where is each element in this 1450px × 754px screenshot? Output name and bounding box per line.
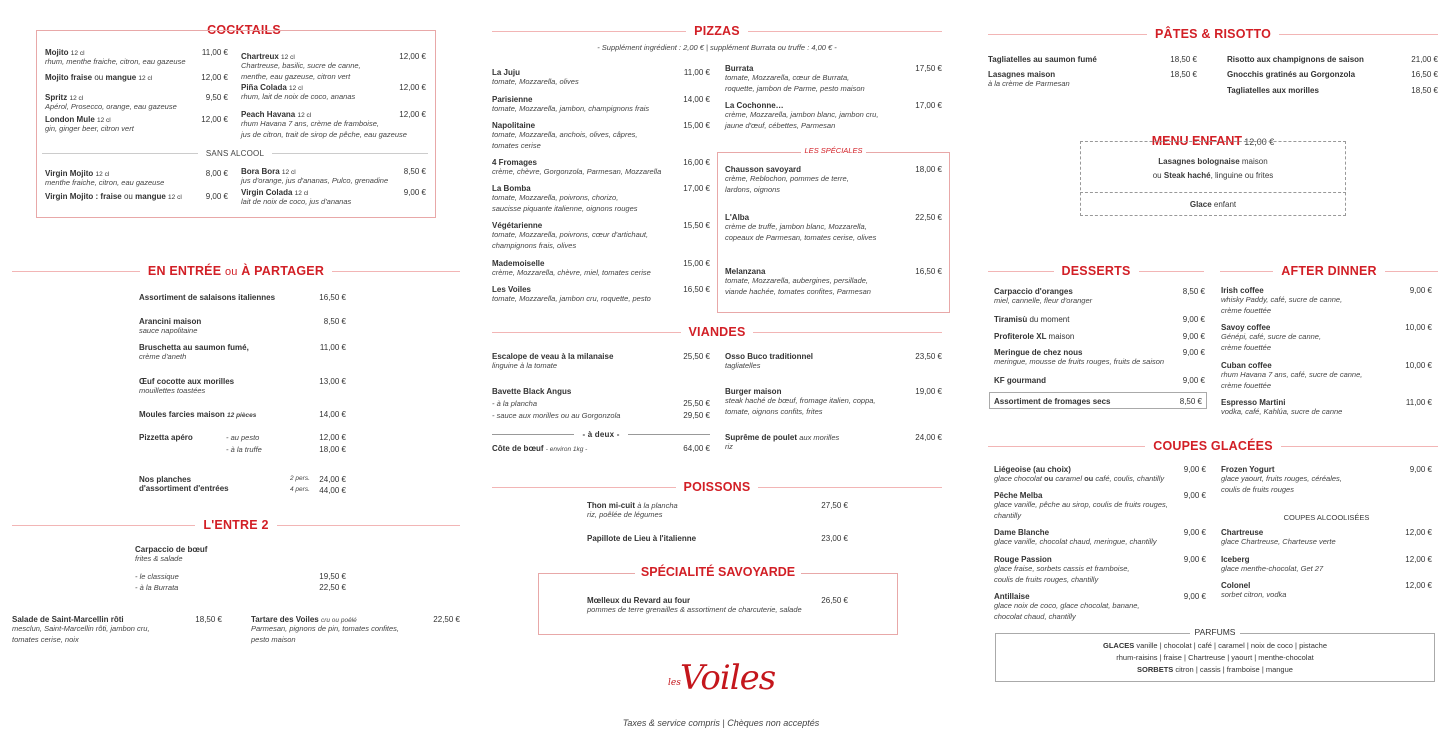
menu-item: Assortiment de fromages secs	[994, 397, 1111, 406]
menu-item: Bora Bora 12 cl jus d'orange, jus d'ananas, Pulco, grenadine	[241, 167, 389, 185]
price: 12,00 €	[399, 52, 426, 61]
price: 64,00 €	[683, 444, 710, 453]
menu-item: Suprême de poulet aux morilles riz	[725, 433, 840, 451]
price: 15,00 €	[683, 121, 710, 130]
price: 8,50 €	[323, 317, 346, 326]
price: 9,00 €	[1183, 528, 1206, 537]
menu-item: Mademoiselle crème, Mozzarella, chèvre, miel, tomates cerise	[492, 259, 651, 277]
price: 24,00 €	[319, 475, 346, 484]
enfant-line1: Lasagnes bolognaise maison	[1158, 157, 1268, 166]
parfums-sorbets: SORBETS citron | cassis | framboise | mangue	[1137, 665, 1293, 674]
coupes-alc-title: COUPES ALCOOLISÉES	[1283, 513, 1370, 522]
price: 12,00 €	[1405, 528, 1432, 537]
price: 22,50 €	[915, 213, 942, 222]
price: 11,00 €	[201, 48, 228, 57]
option: - le classique	[135, 572, 179, 581]
price: 9,00 €	[1182, 315, 1205, 324]
menu-item: Carpaccio d'oranges miel, cannelle, fleur d'oranger	[994, 287, 1093, 305]
menu-item: La Bomba tomate, Mozzarella, poivrons, chorizo, saucisse piquante italienne, oignons rouges	[492, 184, 638, 213]
menu-item: Moules farcies maison 12 pièces	[139, 410, 257, 419]
menu-item: Spritz 12 cl Apérol, Prosecco, orange, eau gazeuse	[45, 93, 177, 111]
menu-item: Mojito fraise ou mangue 12 cl	[45, 73, 153, 82]
menu-item: Iceberg glace menthe-chocolat, Get 27	[1221, 555, 1324, 573]
price: 12,00 €	[201, 115, 228, 124]
cocktails-title: COCKTAILS	[52, 23, 436, 37]
menu-item: Papillote de Lieu à l'italienne	[587, 534, 697, 543]
price: 10,00 €	[1405, 361, 1432, 370]
price: 18,50 €	[1411, 86, 1438, 95]
price: 18,50 €	[1170, 70, 1197, 79]
menu-item: Chausson savoyard crème, Reblochon, pommes de terre, lardons, oignons	[725, 165, 849, 194]
option: - sauce aux morilles ou au Gorgonzola	[492, 411, 621, 420]
price: 25,50 €	[683, 399, 710, 408]
menu-item: Tiramisù du moment	[994, 315, 1070, 324]
price: 11,00 €	[683, 68, 710, 77]
menu-item: KF gourmand	[994, 376, 1046, 385]
menu-item: London Mule 12 cl gin, ginger beer, citron vert	[45, 115, 134, 133]
parfums-glaces-1: GLACES vanille | chocolat | café | caramel | noix de coco | pistache	[1102, 641, 1328, 650]
menu-item: Gnocchis gratinés au Gorgonzola	[1227, 70, 1356, 79]
price: 19,50 €	[319, 572, 346, 581]
divider	[1080, 192, 1346, 193]
price: 9,00 €	[1182, 348, 1205, 357]
menu-item: Irish coffee whisky Paddy, café, sucre de canne, crème fouettée	[1221, 286, 1343, 315]
menu-item: Osso Buco traditionnel tagliatelles	[725, 352, 814, 370]
menu-item: Frozen Yogurt glace yaourt, fruits rouges, céréales, coulis de fruits rouges	[1221, 465, 1342, 494]
menu-item: Burrata tomate, Mozzarella, cœur de Burrata, roquette, jambon de Parme, pesto maison	[725, 64, 865, 93]
footer-text: Taxes & service compris | Chèques non acceptés	[622, 718, 820, 728]
menu-item: Dame Blanche glace vanille, chocolat chaud, meringue, chantilly	[994, 528, 1157, 546]
price: 9,00 €	[1182, 376, 1205, 385]
price: 10,00 €	[1405, 323, 1432, 332]
price: 22,50 €	[433, 615, 460, 624]
enfant-line2: ou Steak haché, linguine ou frites	[1152, 171, 1274, 180]
price: 44,00 €	[319, 486, 346, 495]
menu-item: Chartreux 12 cl Chartreuse, basilic, sucre de canne, menthe, eau gazeuse, citron vert	[241, 52, 361, 81]
price: 29,50 €	[683, 411, 710, 420]
parfums-title: PARFUMS	[995, 627, 1435, 637]
poissons-title: POISSONS	[492, 480, 942, 494]
menu-item: L'Alba crème de truffe, jambon blanc, Mozzarella, copeaux de Parmesan, tomates cerise, olives	[725, 213, 877, 242]
option: - au pesto	[226, 433, 260, 442]
menu-item: Mœlleux du Revard au four pommes de terre grenailles & assortiment de charcuterie, salade	[587, 596, 802, 614]
price: 21,00 €	[1411, 55, 1438, 64]
pizzas-title: PIZZAS	[492, 24, 942, 38]
option: - à la truffe	[226, 445, 262, 454]
option: - à la Burrata	[135, 583, 179, 592]
menu-item: Carpaccio de bœuf frites & salade	[135, 545, 208, 563]
menu-item: Colonel sorbet citron, vodka	[1221, 581, 1287, 599]
menu-item: Côte de bœuf - environ 1kg -	[492, 444, 588, 453]
price: 17,00 €	[915, 101, 942, 110]
price: 19,00 €	[915, 387, 942, 396]
price: 12,00 €	[1405, 555, 1432, 564]
menu-item: Œuf cocotte aux morilles mouillettes toastées	[139, 377, 235, 395]
price: 12,00 €	[399, 110, 426, 119]
price: 9,00 €	[403, 188, 426, 197]
desserts-title: DESSERTS	[988, 264, 1204, 278]
menu-item: Savoy coffee Génépi, café, sucre de canne, crème fouettée	[1221, 323, 1322, 352]
menu-item: Pizzetta apéro	[139, 433, 193, 442]
menu-item: Chartreuse glace Chartreuse, Charteuse verte	[1221, 528, 1336, 546]
price: 16,50 €	[1411, 70, 1438, 79]
price: 11,00 €	[319, 343, 346, 352]
menu-item: Bruschetta au saumon fumé, crème d'aneth	[139, 343, 249, 361]
price: 26,50 €	[821, 596, 848, 605]
menu-item: Profiterole XL maison	[994, 332, 1075, 341]
enfant-line3: Glace enfant	[1189, 200, 1237, 209]
price: 18,50 €	[1170, 55, 1197, 64]
price: 8,50 €	[1179, 397, 1202, 406]
price: 12,00 €	[1405, 581, 1432, 590]
menu-item: Nos planches d'assortiment d'entrées	[139, 475, 229, 493]
price: 23,50 €	[915, 352, 942, 361]
option: 2 pers.	[290, 475, 310, 482]
price: 18,00 €	[915, 165, 942, 174]
price: 9,00 €	[1409, 465, 1432, 474]
price: 12,00 €	[319, 433, 346, 442]
price: 23,00 €	[821, 534, 848, 543]
menu-item: Burger maison steak haché de bœuf, fromage italien, coppa, tomate, oignons confits, frites	[725, 387, 876, 416]
price: 16,00 €	[683, 158, 710, 167]
menu-item: Bavette Black Angus	[492, 387, 572, 396]
menu-item: Virgin Colada 12 cl lait de noix de coco, jus d'ananas	[241, 188, 352, 206]
menu-item: Cuban coffee rhum Havana 7 ans, café, sucre de canne, crème fouettée	[1221, 361, 1363, 390]
menu-item: Espresso Martini vodka, café, Kahlúa, sucre de canne	[1221, 398, 1343, 416]
option: - à la plancha	[492, 399, 538, 408]
menu-item: Parisienne tomate, Mozzarella, jambon, champignons frais	[492, 95, 650, 113]
price: 17,50 €	[915, 64, 942, 73]
pates-title: PÂTES & RISOTTO	[988, 27, 1438, 41]
price: 9,00 €	[1183, 491, 1206, 500]
menu-item: Arancini maison sauce napolitaine	[139, 317, 202, 335]
menu-item: Lasagnes maison à la crème de Parmesan	[988, 70, 1070, 88]
price: 12,00 €	[399, 83, 426, 92]
price: 12,00 €	[201, 73, 228, 82]
price: 9,00 €	[1183, 465, 1206, 474]
menu-item: Melanzana tomate, Mozzarella, aubergines, persillade, viande hachée, tomates confites, Parmesan	[725, 267, 871, 296]
menu-item: Rouge Passion glace fraise, sorbets cassis et framboise, coulis de fruits rouges, chantilly	[994, 555, 1130, 584]
pizzas-note: - Supplément ingrédient : 2,00 € | supplément Burrata ou truffe : 4,00 € -	[597, 43, 837, 52]
price: 27,50 €	[821, 501, 848, 510]
price: 15,50 €	[683, 221, 710, 230]
price: 17,00 €	[683, 184, 710, 193]
price: 11,00 €	[1405, 398, 1432, 407]
menu-item: Escalope de veau à la milanaise linguine à la tomate	[492, 352, 614, 370]
a-deux-title: - à deux -	[492, 430, 710, 439]
menu-item: Piña Colada 12 cl rhum, lait de noix de coco, ananas	[241, 83, 356, 101]
les-voiles-logo: les Voiles	[668, 658, 776, 698]
menu-item: Risotto aux champignons de saison	[1227, 55, 1364, 64]
menu-item: Tagliatelles aux morilles	[1227, 86, 1319, 95]
menu-item: Meringue de chez nous meringue, mousse de fruits rouges, fruits de saison	[994, 348, 1165, 366]
price: 25,50 €	[683, 352, 710, 361]
menu-enfant-title: MENU ENFANT 12,00 €	[1151, 134, 1275, 148]
parfums-glaces-2: rhum-raisins | fraise | Chartreuse | yaourt | menthe-chocolat	[1116, 653, 1314, 662]
price: 9,00 €	[1182, 332, 1205, 341]
speciales-title: LES SPÉCIALES	[717, 146, 950, 155]
price: 24,00 €	[915, 433, 942, 442]
sans-alcool-title: SANS ALCOOL	[42, 149, 428, 158]
price: 15,00 €	[683, 259, 710, 268]
menu-item: Peach Havana 12 cl rhum Havana 7 ans, crème de framboise, jus de citron, trait de sirop de pêche, eau gazeuse	[241, 110, 407, 139]
menu-item: Salade de Saint-Marcellin rôti mesclun, Saint-Marcellin rôti, jambon cru, tomates cerise, noix	[12, 615, 150, 644]
entree-title: EN ENTRÉE ou À PARTAGER	[12, 264, 460, 278]
menu-item: Thon mi-cuit à la plancha riz, poêlée de légumes	[587, 501, 678, 519]
price: 9,00 €	[1183, 592, 1206, 601]
price: 9,00 €	[205, 192, 228, 201]
menu-item: Tartare des Voiles cru ou poêlé Parmesan, pignons de pin, tomates confites, pesto maison	[251, 615, 400, 644]
menu-item: Pêche Melba glace vanille, pêche au sirop, coulis de fruits rouges, chantilly	[994, 491, 1168, 520]
price: 9,00 €	[1409, 286, 1432, 295]
menu-item: La Juju tomate, Mozzarella, olives	[492, 68, 579, 86]
menu-item: La Cochonne… crème, Mozzarella, jambon blanc, jambon cru, jaune d'œuf, cébettes, Parmesan	[725, 101, 879, 130]
menu-item: Antillaise glace noix de coco, glace chocolat, banane, chocolat chaud, chantilly	[994, 592, 1140, 621]
menu-item: 4 Fromages crème, chèvre, Gorgonzola, Parmesan, Mozzarella	[492, 158, 662, 176]
price: 8,50 €	[403, 167, 426, 176]
price: 18,50 €	[195, 615, 222, 624]
menu-item: Napolitaine tomate, Mozzarella, anchois, olives, câpres, tomates cerise	[492, 121, 638, 150]
price: 22,50 €	[319, 583, 346, 592]
price: 8,50 €	[1182, 287, 1205, 296]
price: 9,50 €	[205, 93, 228, 102]
price: 8,00 €	[205, 169, 228, 178]
price: 14,00 €	[319, 410, 346, 419]
price: 16,50 €	[683, 285, 710, 294]
menu-item: Les Voiles tomate, Mozzarella, jambon cru, roquette, pesto	[492, 285, 651, 303]
price: 16,50 €	[319, 293, 346, 302]
option: 4 pers.	[290, 486, 310, 493]
menu-item: Liégeoise (au choix) glace chocolat ou caramel ou café, coulis, chantilly	[994, 465, 1165, 483]
price: 18,00 €	[319, 445, 346, 454]
menu-item: Assortiment de salaisons italiennes	[139, 293, 276, 302]
menu-item: Végétarienne tomate, Mozzarella, poivrons, cœur d'artichaut, champignons frais, olives	[492, 221, 649, 250]
price: 14,00 €	[683, 95, 710, 104]
coupes-title: COUPES GLACÉES	[988, 439, 1438, 453]
savoyarde-title: SPÉCIALITÉ SAVOYARDE	[538, 565, 898, 579]
entre2-title: L'ENTRE 2	[12, 518, 460, 532]
price: 9,00 €	[1183, 555, 1206, 564]
price: 13,00 €	[319, 377, 346, 386]
price: 16,50 €	[915, 267, 942, 276]
viandes-title: VIANDES	[492, 325, 942, 339]
menu-item: Tagliatelles au saumon fumé	[988, 55, 1097, 64]
menu-item: Virgin Mojito 12 cl menthe fraiche, citron, eau gazeuse	[45, 169, 165, 187]
menu-item: Mojito 12 cl rhum, menthe fraiche, citron, eau gazeuse	[45, 48, 186, 66]
menu-item: Virgin Mojito : fraise ou mangue 12 cl	[45, 192, 182, 201]
after-dinner-title: AFTER DINNER	[1220, 264, 1438, 278]
